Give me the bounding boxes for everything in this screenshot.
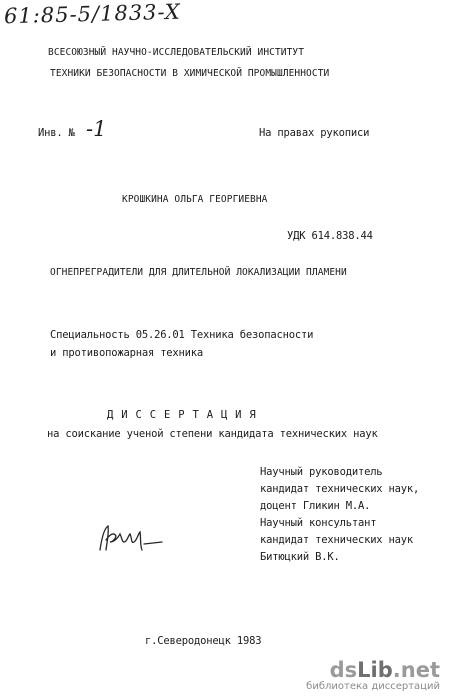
watermark-brand: dsLib.net: [329, 658, 440, 682]
author-name: КРОШКИНА ОЛЬГА ГЕОРГИЕВНА: [122, 194, 268, 205]
institute-line-2: ТЕХНИКИ БЕЗОПАСНОСТИ В ХИМИЧЕСКОЙ ПРОМЫШЛЕННОСТИ: [50, 68, 330, 79]
inventory-number: -1: [86, 117, 107, 141]
watermark-logo: [306, 659, 440, 692]
supervisor-line-2: кандидат технических наук,: [260, 483, 420, 495]
institute-line-1: ВСЕСОЮЗНЫЙ НАУЧНО-ИССЛЕДОВАТЕЛЬСКИЙ ИНСТИТУТ: [48, 47, 305, 58]
specialty-line-1: Специальность 05.26.01 Техника безопасности: [50, 329, 314, 341]
dissertation-title: ОГНЕПРЕГРАДИТЕЛИ ДЛЯ ДЛИТЕЛЬНОЙ ЛОКАЛИЗАЦИИ ПЛАМЕНИ: [50, 267, 347, 278]
consultant-line-1: Научный консультант: [260, 517, 377, 529]
signature-scribble: [96, 520, 166, 556]
specialty-line-2: и противопожарная техника: [50, 347, 204, 359]
handwritten-signature: [96, 520, 166, 560]
supervisor-line-1: Научный руководитель: [260, 466, 383, 478]
inventory-label: Инв. №: [38, 127, 75, 139]
dissertation-heading: Д И С С Е Р Т А Ц И Я: [107, 409, 257, 421]
rights-notice: На правах рукописи: [259, 127, 370, 139]
consultant-line-3: Битюцкий В.К.: [260, 551, 340, 563]
handwritten-catalog-mark: 61:85-5/1833-X: [3, 0, 182, 29]
city-year: г.Северодонецк 1983: [145, 635, 262, 647]
watermark-tagline: библиотека диссертаций: [306, 681, 440, 692]
supervisor-line-3: доцент Гликин М.А.: [260, 500, 371, 512]
dissertation-subtitle: на соискание ученой степени кандидата технических наук: [47, 428, 378, 440]
udk-code: УДК 614.838.44: [287, 230, 373, 242]
consultant-line-2: кандидат технических наук: [260, 534, 414, 546]
